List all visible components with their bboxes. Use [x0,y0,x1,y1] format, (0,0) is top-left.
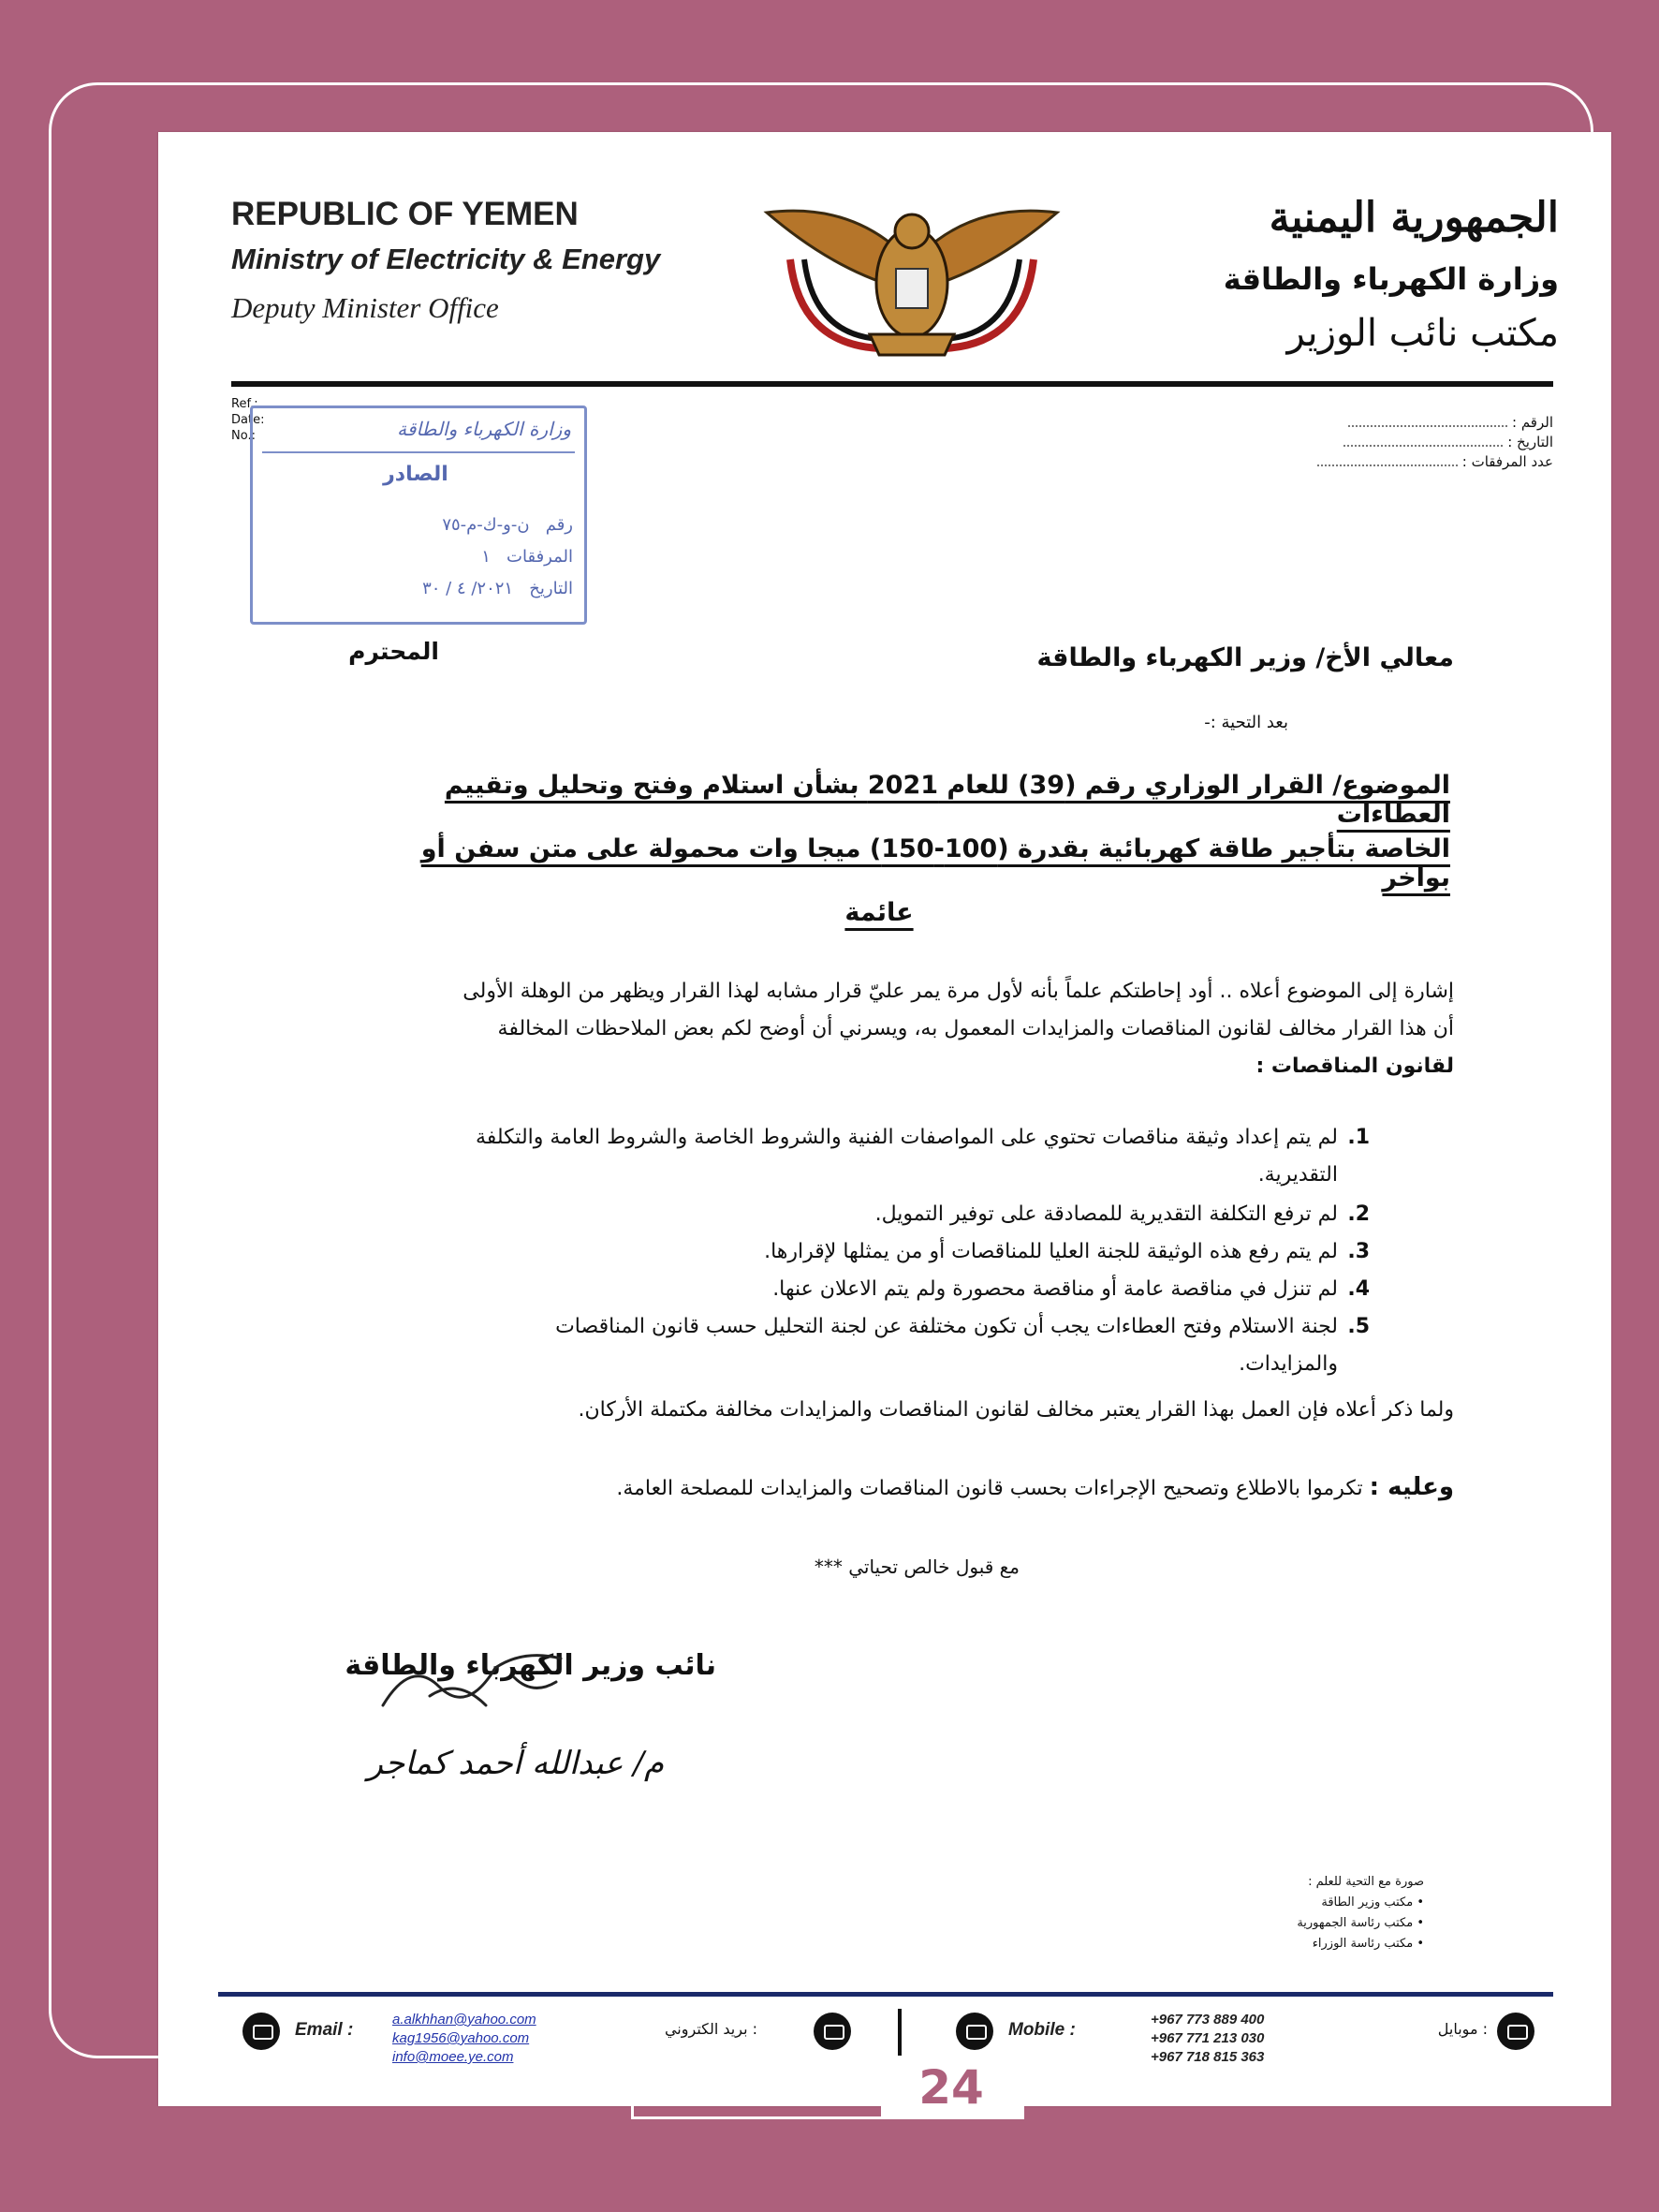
point-2 [340,1196,1370,1233]
point-1 [340,1119,1370,1194]
phone-icon [956,2013,993,2050]
header-ar-country: الجمهورية اليمنية [1269,194,1559,242]
phone-icon-ar [1497,2013,1534,2050]
yemen-eagle-emblem [757,194,1066,362]
stamp-date-label: التاريخ [529,579,573,598]
addressee: معالي الأخ/ وزير الكهرباء والطاقة [1036,643,1454,672]
point-5 [340,1308,1370,1383]
closing: مع قبول خالص تحياتي *** [814,1556,1020,1578]
point-text-cont: التقديرية. [1257,1163,1338,1187]
outgoing-stamp [250,406,587,625]
date-label-ar: التاريخ : [1507,434,1553,450]
intro-paragraph [330,973,1454,1085]
logo-number: 24 [881,2058,1021,2116]
point-number: 5. [1347,1315,1370,1338]
attachments-label-ar: عدد المرفقات : [1461,453,1553,470]
subject-line-1: الموضوع/ القرار الوزاري رقم (39) للعام 2021 بشأن استلام وفتح وتحليل وتقييم العطاءات [444,771,1450,829]
mobile-number: +967 718 815 363 [1151,2049,1265,2065]
point-text-cont: والمزايدات. [1239,1352,1338,1376]
intro-line-3: لقانون المناقصات : [1255,1054,1454,1078]
cc-item: • مكتب رئاسة الجمهورية [1297,1916,1424,1930]
stamp-number-label: رقم [545,515,573,535]
email-label: Email : [295,2020,354,2040]
point-3 [340,1233,1370,1271]
email-icon-ar [814,2013,851,2050]
footer-rule [218,1992,1553,1997]
stamp-date-value: ٢٠٢١/ ٤ / ٣٠ [422,579,514,598]
header-rule [231,381,1553,387]
cc-item: • مكتب وزير الطاقة [1321,1895,1424,1910]
intro-line-2: أن هذا القرار مخالف لقانون المناقصات والمزايدات المعمول به، ويسرني أن أوضح لكم بعض الملاحظات المخالفة [497,1017,1454,1040]
header-en-country: REPUBLIC OF YEMEN [231,196,579,232]
header-ar-ministry: وزارة الكهرباء والطاقة [1223,261,1559,297]
point-number: 2. [1347,1202,1370,1226]
request-text: تكرموا بالاطلاع وتصحيح الإجراءات بحسب قانون المناقصات والمزايدات للمصلحة العامة. [616,1477,1363,1500]
stamp-attachments-value: ١ [481,547,491,567]
greeting: بعد التحية :- [1204,713,1288,732]
point-text: لم يتم رفع هذه الوثيقة للجنة العليا للمناقصات أو من يمثلها لإقرارها. [764,1240,1338,1263]
south24-logo [631,2056,1024,2119]
ref-label: Ref.: [231,397,258,411]
email-link[interactable]: kag1956@yahoo.com [392,2030,530,2046]
date-label: Date: [231,413,265,427]
point-number: 3. [1347,1240,1370,1263]
point-number: 1. [1347,1126,1370,1149]
ref-label-ar: الرقم : [1512,414,1553,431]
intro-line-1: إشارة إلى الموضوع أعلاه .. أود إحاطتكم علماً بأنه لأول مرة يمر عليّ قرار مشابه لهذا القرار ويظهر من الوهلة الأولى [462,980,1454,1003]
handwritten-signature [374,1640,580,1724]
stamp-ministry: وزارة الكهرباء والطاقة [397,418,571,440]
honorific: المحترم [348,638,439,665]
header-ar-office: مكتب نائب الوزير [1286,312,1559,355]
cc-item: • مكتب رئاسة الوزراء [1312,1937,1424,1951]
mobile-label-ar: : موبايل [1437,2020,1488,2038]
page-frame [49,82,1593,2065]
point-4 [340,1271,1370,1308]
email-list [392,2011,536,2067]
signatory-name: م/ عبدالله أحمد كماجر [367,1745,664,1782]
email-label-ar: : بريد الكتروني [664,2020,757,2038]
signature-title: نائب وزير الكهرباء والطاقة [345,1649,716,1682]
mobile-number: +967 773 889 400 [1151,2012,1265,2028]
header-en-ministry: Ministry of Electricity & Energy [231,243,661,275]
email-link[interactable]: a.alkhhan@yahoo.com [392,2012,536,2028]
point-text: لجنة الاستلام وفتح العطاءات يجب أن تكون مختلفة عن لجنة التحليل حسب قانون المناقصات [555,1315,1338,1338]
stamp-outgoing: الصادر [383,463,448,486]
point-text: لم تنزل في مناقصة عامة أو مناقصة محصورة ولم يتم الاعلان عنها. [772,1277,1338,1301]
email-link[interactable]: info@moee.ye.com [392,2049,514,2065]
subject-line-2: الخاصة بتأجير طاقة كهربائية بقدرة (100-150) ميجا وات محمولة على متن سفن أو بواخر [420,834,1450,892]
request-paragraph [330,1473,1454,1501]
stamp-rows [264,509,573,605]
request-label: وعليه : [1369,1473,1454,1501]
point-text: لم يتم إعداد وثيقة مناقصات تحتوي على المواصفات الفنية والشروط الخاصة والشروط العامة والتكلفة [475,1126,1338,1149]
header-en-office: Deputy Minister Office [231,291,499,324]
stamp-attachments-label: المرفقات [507,547,573,567]
no-label: No.: [231,429,256,443]
cc-list [1181,1872,1424,1954]
email-icon [242,2013,280,2050]
letter-sheet [158,132,1611,2106]
point-text: لم ترفع التكلفة التقديرية للمصادقة على توفير التمويل. [874,1202,1338,1226]
point-number: 4. [1347,1277,1370,1301]
stamp-number-value: ن-و-ك-م-٧٥ [442,515,530,535]
ref-fields-ar [1272,413,1553,472]
mobile-list [1151,2011,1264,2067]
logo-word: SOUTH [643,2062,841,2116]
mobile-number: +967 771 213 030 [1151,2030,1265,2046]
mobile-label: Mobile : [1008,2020,1076,2040]
cc-title: صورة مع التحية للعلم : [1308,1875,1424,1889]
conclusion: ولما ذكر أعلاه فإن العمل بهذا القرار يعتبر مخالف لقانون المناقصات والمزايدات مخالفة مكتملة الأركان. [578,1398,1454,1422]
subject-line-3: عائمة [844,898,914,927]
